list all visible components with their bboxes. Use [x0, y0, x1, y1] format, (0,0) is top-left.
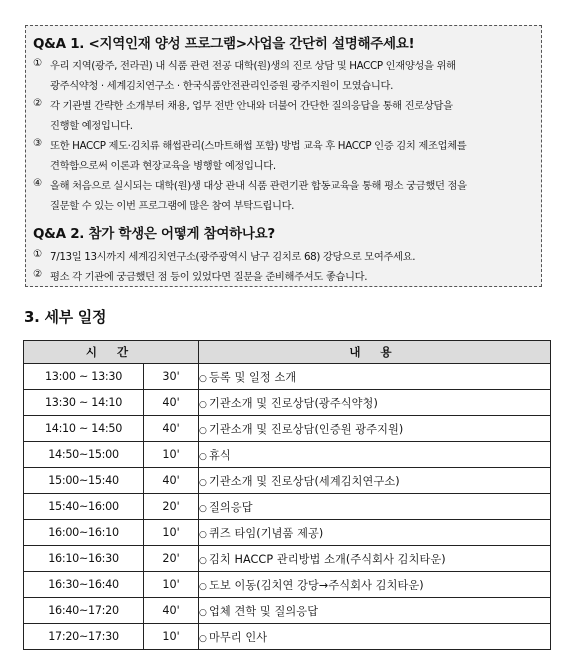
time-cell: 14:10 ~ 14:50: [24, 416, 144, 442]
time-cell: 15:40~16:00: [24, 494, 144, 520]
qa1-item-4-line-1: 올해 처음으로 실시되는 대학(원)생 대상 관내 식품 관련기관 합동교육을 통해 평소 궁금했던 점을: [50, 180, 467, 192]
duration-cell: 20': [144, 546, 199, 572]
bullet-icon: ○: [199, 529, 207, 540]
content-cell: [199, 624, 551, 650]
content-text: 기관소개 및 진로상담(광주식약청): [208, 396, 378, 410]
table-row: [24, 468, 551, 494]
table-row: [24, 442, 551, 468]
duration-cell: 10': [144, 572, 199, 598]
schedule-table: [23, 340, 551, 650]
content-text: 퀴즈 타임(기념품 제공): [208, 526, 324, 540]
content-cell: [199, 572, 551, 598]
time-cell: 16:30~16:40: [24, 572, 144, 598]
qa1-item-2-number: ②: [33, 97, 43, 109]
qa1-item-1-line-1: 우리 지역(광주, 전라권) 내 식품 관련 전공 대학(원)생의 진로 상담 및 HACCP 인재양성을 위해: [50, 60, 456, 72]
qa1-item-3-line-2: 견학함으로써 이론과 현장교육을 병행할 예정입니다.: [50, 160, 276, 172]
bullet-icon: ○: [199, 451, 207, 462]
content-cell: [199, 390, 551, 416]
table-row: [24, 520, 551, 546]
qa1-item-3-number: ③: [33, 137, 43, 149]
qa2-item-1-number: ①: [33, 248, 43, 260]
qa-box: [25, 25, 542, 287]
content-cell: [199, 364, 551, 390]
content-text: 업체 견학 및 질의응답: [208, 604, 319, 618]
bullet-icon: ○: [199, 399, 207, 410]
qa1-item-4-number: ④: [33, 177, 43, 189]
duration-cell: 10': [144, 624, 199, 650]
qa1-item-3-line-1: 또한 HACCP 제도·김치류 해썹관리(스마트해썹 포함) 방법 교육 후 HACCP 인증 김치 제조업체를: [50, 140, 467, 152]
table-row: [24, 598, 551, 624]
table-row: [24, 572, 551, 598]
content-cell: [199, 416, 551, 442]
duration-cell: 40': [144, 598, 199, 624]
bullet-icon: ○: [199, 581, 207, 592]
duration-cell: 20': [144, 494, 199, 520]
table-row: [24, 416, 551, 442]
content-text: 도보 이동(김치연 강당→주식회사 김치타운): [208, 578, 424, 592]
content-cell: [199, 546, 551, 572]
qa2-title: Q&A 2. 참가 학생은 어떻게 참여하나요?: [33, 226, 275, 242]
table-row: [24, 546, 551, 572]
duration-cell: 30': [144, 364, 199, 390]
table-row: [24, 494, 551, 520]
qa2-item-2-text: 평소 각 기관에 궁금했던 점 등이 있었다면 질문을 준비해주셔도 좋습니다.: [50, 271, 368, 283]
qa1-item-1-line-2: 광주식약청 · 세계김치연구소 · 한국식품안전관리인증원 광주지원이 모였습니다.: [50, 80, 394, 92]
time-cell: 16:40~17:20: [24, 598, 144, 624]
qa1-item-1-number: ①: [33, 57, 43, 69]
header-time: 시 간: [24, 341, 199, 364]
header-content: 내 용: [199, 341, 551, 364]
time-cell: 14:50~15:00: [24, 442, 144, 468]
bullet-icon: ○: [199, 607, 207, 618]
qa1-item-4-line-2: 질문할 수 있는 이번 프로그램에 많은 참여 부탁드립니다.: [50, 200, 295, 212]
time-cell: 16:00~16:10: [24, 520, 144, 546]
table-row: [24, 390, 551, 416]
content-cell: [199, 598, 551, 624]
content-text: 등록 및 일정 소개: [208, 370, 297, 384]
table-row: [24, 364, 551, 390]
content-text: 김치 HACCP 관리방법 소개(주식회사 김치타운): [208, 552, 446, 566]
time-cell: 13:30 ~ 14:10: [24, 390, 144, 416]
content-text: 질의응답: [208, 500, 253, 514]
table-body: [24, 364, 551, 650]
qa1-title: Q&A 1. <지역인재 양성 프로그램>사업을 간단히 설명해주세요!: [33, 36, 415, 52]
table-header-row: [24, 341, 551, 364]
qa2-item-2-number: ②: [33, 268, 43, 280]
content-cell: [199, 442, 551, 468]
bullet-icon: ○: [199, 503, 207, 514]
duration-cell: 40': [144, 468, 199, 494]
table-row: [24, 624, 551, 650]
content-text: 기관소개 및 진로상담(세계김치연구소): [208, 474, 400, 488]
time-cell: 13:00 ~ 13:30: [24, 364, 144, 390]
bullet-icon: ○: [199, 633, 207, 644]
time-cell: 17:20~17:30: [24, 624, 144, 650]
bullet-icon: ○: [199, 555, 207, 566]
section-title: 3. 세부 일정: [24, 308, 107, 326]
duration-cell: 10': [144, 442, 199, 468]
bullet-icon: ○: [199, 425, 207, 436]
content-cell: [199, 468, 551, 494]
content-text: 마무리 인사: [208, 630, 268, 644]
qa1-item-2-line-1: 각 기관별 간략한 소개부터 채용, 업무 전반 안내와 더불어 간단한 질의응답을 통해 진로상담을: [50, 100, 453, 112]
time-cell: 16:10~16:30: [24, 546, 144, 572]
duration-cell: 40': [144, 416, 199, 442]
content-text: 기관소개 및 진로상담(인증원 광주지원): [208, 422, 404, 436]
qa2-item-1-text: 7/13일 13시까지 세계김치연구소(광주광역시 남구 김치로 68) 강당으로 모여주세요.: [50, 251, 416, 263]
bullet-icon: ○: [199, 477, 207, 488]
time-cell: 15:00~15:40: [24, 468, 144, 494]
qa1-item-2-line-2: 진행할 예정입니다.: [50, 120, 133, 132]
bullet-icon: ○: [199, 373, 207, 384]
content-text: 휴식: [208, 448, 231, 462]
content-cell: [199, 520, 551, 546]
duration-cell: 10': [144, 520, 199, 546]
duration-cell: 40': [144, 390, 199, 416]
content-cell: [199, 494, 551, 520]
